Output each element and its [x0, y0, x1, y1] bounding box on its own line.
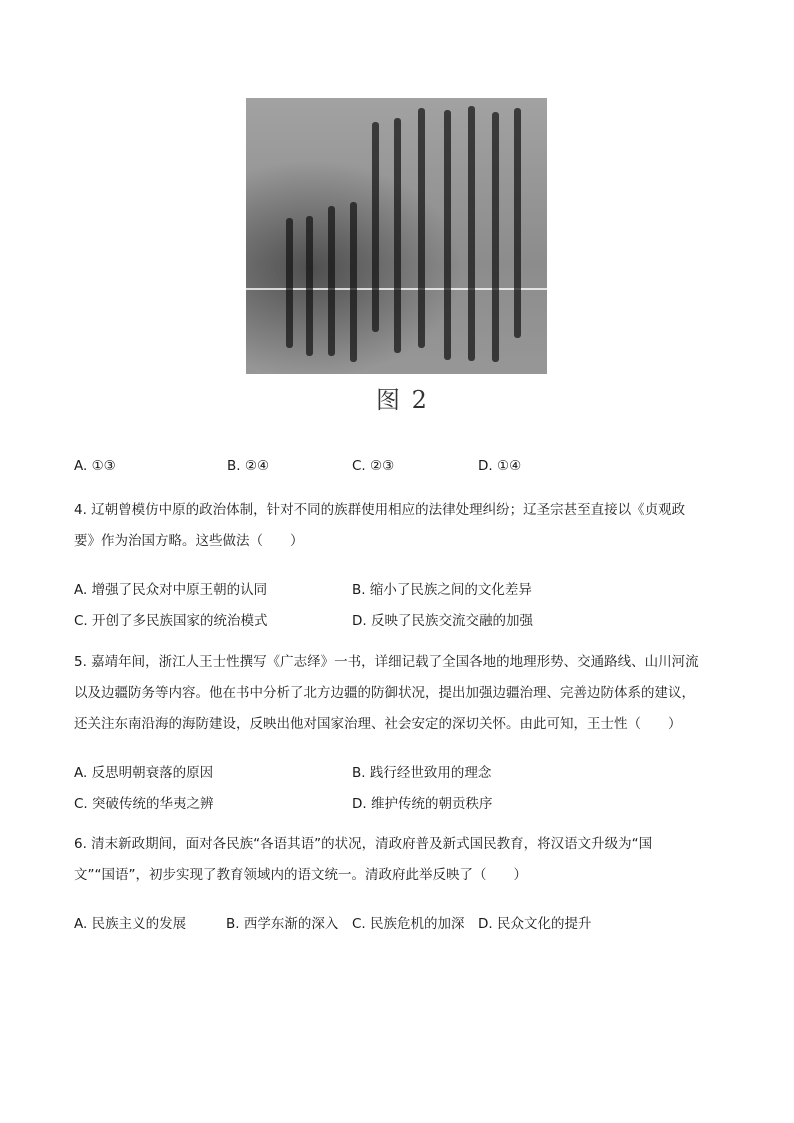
- figure-caption: 图 2: [376, 386, 429, 414]
- question-line: 6. 清末新政期间，面对各民族“各语其语”的状况，清政府普及新式国民教育，将汉语文升级为“国: [74, 836, 653, 852]
- q4-option-b: B. 缩小了民族之间的文化差异: [352, 582, 532, 598]
- q3-option-a: A. ①③: [74, 458, 116, 474]
- q6-option-b: B. 西学东渐的深入: [226, 916, 339, 932]
- handwriting-column: [492, 112, 499, 362]
- handwriting-column: [394, 118, 401, 353]
- handwriting-column: [444, 110, 451, 360]
- q4-option-d: D. 反映了民族交流交融的加强: [352, 613, 533, 629]
- handwriting-column: [286, 218, 293, 348]
- question-line: 文”“国语”，初步实现了教育领域内的语文统一。清政府此举反映了（ ）: [74, 867, 527, 883]
- question-line: 4. 辽朝曾模仿中原的政治体制，针对不同的族群使用相应的法律处理纠纷；辽圣宗甚至直接以《贞观政: [74, 502, 686, 518]
- handwriting-column: [328, 206, 335, 356]
- q5-option-a: A. 反思明朝衰落的原因: [74, 765, 214, 781]
- handwriting-column: [350, 202, 357, 362]
- q4-option-c: C. 开创了多民族国家的统治模式: [74, 613, 268, 629]
- q3-option-b: B. ②④: [227, 458, 270, 474]
- handwriting-column: [372, 122, 379, 332]
- handwriting-column: [468, 106, 475, 361]
- q3-option-c: C. ②③: [352, 458, 395, 474]
- q5-option-b: B. 践行经世致用的理念: [352, 765, 492, 781]
- question-line: 5. 嘉靖年间，浙江人王士性撰写《广志绎》一书，详细记载了全国各地的地理形势、交通路线、山川河流: [74, 654, 699, 670]
- question-line: 要》作为治国方略。这些做法（ ）: [74, 533, 304, 549]
- question-line: 还关注东南沿海的海防建设，反映出他对国家治理、社会安定的深切关怀。由此可知，王士性（ ）: [74, 716, 682, 732]
- question-5-stem: [74, 647, 724, 740]
- q5-option-c: C. 突破传统的华夷之辨: [74, 796, 214, 812]
- q6-option-d: D. 民众文化的提升: [478, 916, 592, 932]
- q5-option-d: D. 维护传统的朝贡秩序: [352, 796, 493, 812]
- q4-option-a: A. 增强了民众对中原王朝的认同: [74, 582, 268, 598]
- handwriting-column: [514, 108, 521, 338]
- q6-option-c: C. 民族危机的加深: [352, 916, 465, 932]
- handwriting-column: [418, 108, 425, 348]
- manuscript-figure: [246, 98, 547, 374]
- handwriting-column: [306, 216, 313, 356]
- q6-option-a: A. 民族主义的发展: [74, 916, 187, 932]
- question-line: 以及边疆防务等内容。他在书中分析了北方边疆的防御状况，提出加强边疆治理、完善边防体系的建议，: [74, 685, 695, 701]
- q3-option-d: D. ①④: [478, 458, 522, 474]
- question-4-stem: [74, 495, 724, 557]
- question-6-stem: [74, 829, 724, 891]
